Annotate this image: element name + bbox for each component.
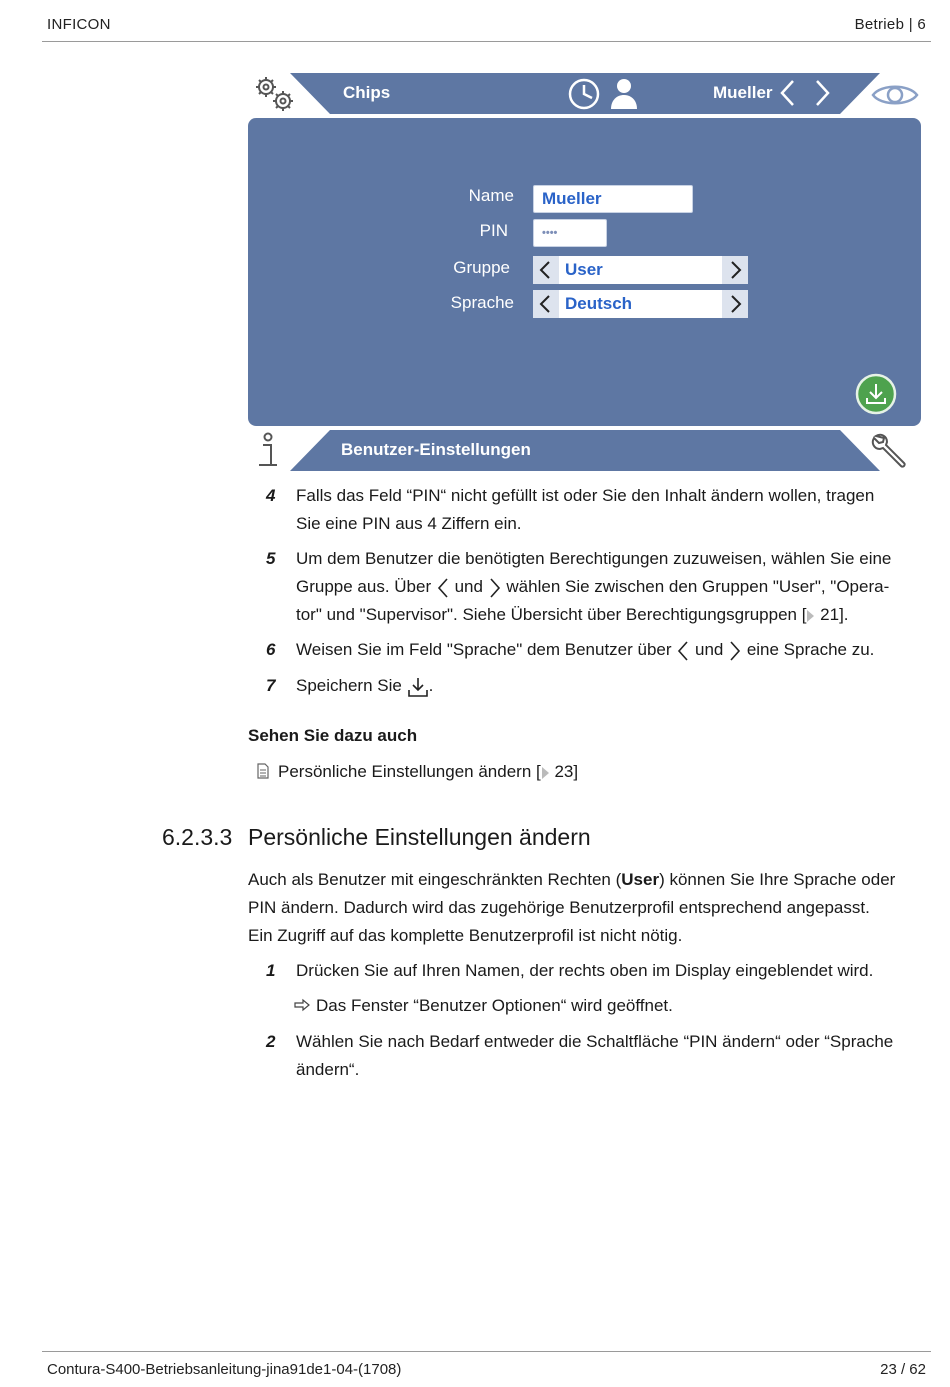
bottom-bar-title: Benutzer-Einstellungen (341, 440, 531, 459)
step-4-text-line1: Falls das Feld “PIN“ nicht gefüllt ist oder Sie den Inhalt ändern wollen, tragen (296, 486, 875, 505)
section-paragraph-line2: PIN ändern. Dadurch wird das zugehörige Benutzerprofil entsprechend angepasst. (248, 898, 870, 917)
step-2-text-line2: ändern“. (296, 1060, 360, 1079)
step-6-text (296, 636, 874, 664)
chevron-right-icon (728, 640, 742, 662)
see-also-page: 23] (549, 762, 579, 781)
step-6-number: 6 (266, 640, 276, 659)
step-5-text-a: Gruppe aus. Über (296, 577, 436, 596)
group-value: User (565, 260, 603, 279)
step-5-text-line1: Um dem Benutzer die benötigten Berechtigungen zuzuweisen, wählen Sie eine (296, 549, 892, 568)
section-title: Persönliche Einstellungen ändern (248, 824, 591, 850)
group-selector[interactable] (533, 256, 748, 284)
group-prev-button[interactable] (533, 256, 559, 284)
see-also-link-text: Persönliche Einstellungen ändern [ (278, 762, 541, 781)
chevron-right-icon (488, 577, 502, 599)
name-field[interactable]: Mueller (533, 185, 693, 213)
save-download-icon (407, 676, 429, 698)
language-value: Deutsch (565, 294, 633, 313)
group-label: Gruppe (453, 258, 510, 277)
section-paragraph-line1 (248, 866, 895, 894)
step-5-number: 5 (266, 549, 276, 568)
eye-icon[interactable] (871, 80, 919, 110)
save-download-icon (855, 373, 899, 415)
para-text-c: ) können Sie Ihre Sprache oder (659, 870, 896, 889)
chevron-right-icon[interactable] (811, 78, 833, 108)
chevron-left-icon (533, 256, 559, 284)
chevron-right-icon (722, 256, 748, 284)
step-5-text-line3 (296, 601, 849, 629)
step-5-text-line2 (296, 573, 889, 601)
step-5-reference-link[interactable]: 21]. (815, 605, 849, 624)
step-7-text (296, 672, 433, 700)
header-rule (42, 41, 931, 42)
chevron-left-icon (533, 290, 559, 318)
footer-rule (42, 1351, 931, 1352)
top-bar-title: Chips (343, 83, 391, 102)
step-5-text-c: wählen Sie zwischen den Gruppen "User", "Opera- (501, 577, 890, 596)
step-1-number: 1 (266, 961, 276, 980)
footer-page-number: 23 / 62 (880, 1361, 926, 1378)
para-text-a: Auch als Benutzer mit eingeschränkten Rechten ( (248, 870, 622, 889)
user-icon[interactable] (609, 76, 639, 110)
step-6-text-c: eine Sprache zu. (742, 640, 875, 659)
result-arrow-icon (294, 998, 310, 1012)
step-1-result: Das Fenster “Benutzer Optionen“ wird geöffnet. (316, 996, 673, 1015)
step-6-text-a: Weisen Sie im Feld "Sprache" dem Benutzer über (296, 640, 677, 659)
step-1-text: Drücken Sie auf Ihren Namen, der rechts oben im Display eingeblendet wird. (296, 961, 874, 980)
see-also-link[interactable] (278, 758, 578, 786)
header-brand: INFICON (47, 16, 111, 33)
document-icon (256, 763, 270, 779)
chevron-left-icon (436, 577, 450, 599)
info-icon[interactable] (255, 432, 281, 468)
step-7-text-b: . (428, 676, 434, 695)
see-also-heading: Sehen Sie dazu auch (248, 726, 418, 745)
group-next-button[interactable] (722, 256, 748, 284)
clock-icon[interactable] (567, 77, 601, 111)
step-5-text-d: tor" und "Supervisor". Siehe Übersicht über Berechtigungsgruppen [ (296, 605, 807, 624)
para-text-user: User (621, 870, 660, 889)
chevron-left-icon[interactable] (777, 78, 799, 108)
section-paragraph-line3: Ein Zugriff auf das komplette Benutzerprofil ist nicht nötig. (248, 926, 683, 945)
wrench-icon[interactable] (870, 430, 912, 470)
language-label: Sprache (450, 293, 514, 312)
name-label: Name (468, 186, 514, 205)
step-7-number: 7 (266, 676, 276, 695)
current-user-name[interactable]: Mueller (713, 83, 773, 102)
chevron-left-icon (676, 640, 690, 662)
pin-label: PIN (479, 221, 508, 240)
step-2-number: 2 (266, 1032, 276, 1051)
header-chapter: Betrieb | 6 (854, 16, 926, 33)
section-number: 6.2.3.3 (162, 824, 233, 850)
chevron-right-icon (722, 290, 748, 318)
save-button[interactable] (855, 373, 899, 415)
reference-arrow-icon (541, 766, 550, 780)
language-selector[interactable] (533, 290, 748, 318)
footer-document-id: Contura-S400-Betriebsanleitung-jina91de1-04-(1708) (47, 1361, 402, 1378)
step-6-text-b: und (690, 640, 729, 659)
step-4-number: 4 (266, 486, 276, 505)
language-prev-button[interactable] (533, 290, 559, 318)
step-7-text-a: Speichern Sie (296, 676, 407, 695)
step-5-text-b: und (449, 577, 488, 596)
language-next-button[interactable] (722, 290, 748, 318)
pin-field[interactable]: •••• (533, 219, 607, 247)
step-2-text-line1: Wählen Sie nach Bedarf entweder die Schaltfläche “PIN ändern“ oder “Sprache (296, 1032, 894, 1051)
step-4-text-line2: Sie eine PIN aus 4 Ziffern ein. (296, 514, 522, 533)
